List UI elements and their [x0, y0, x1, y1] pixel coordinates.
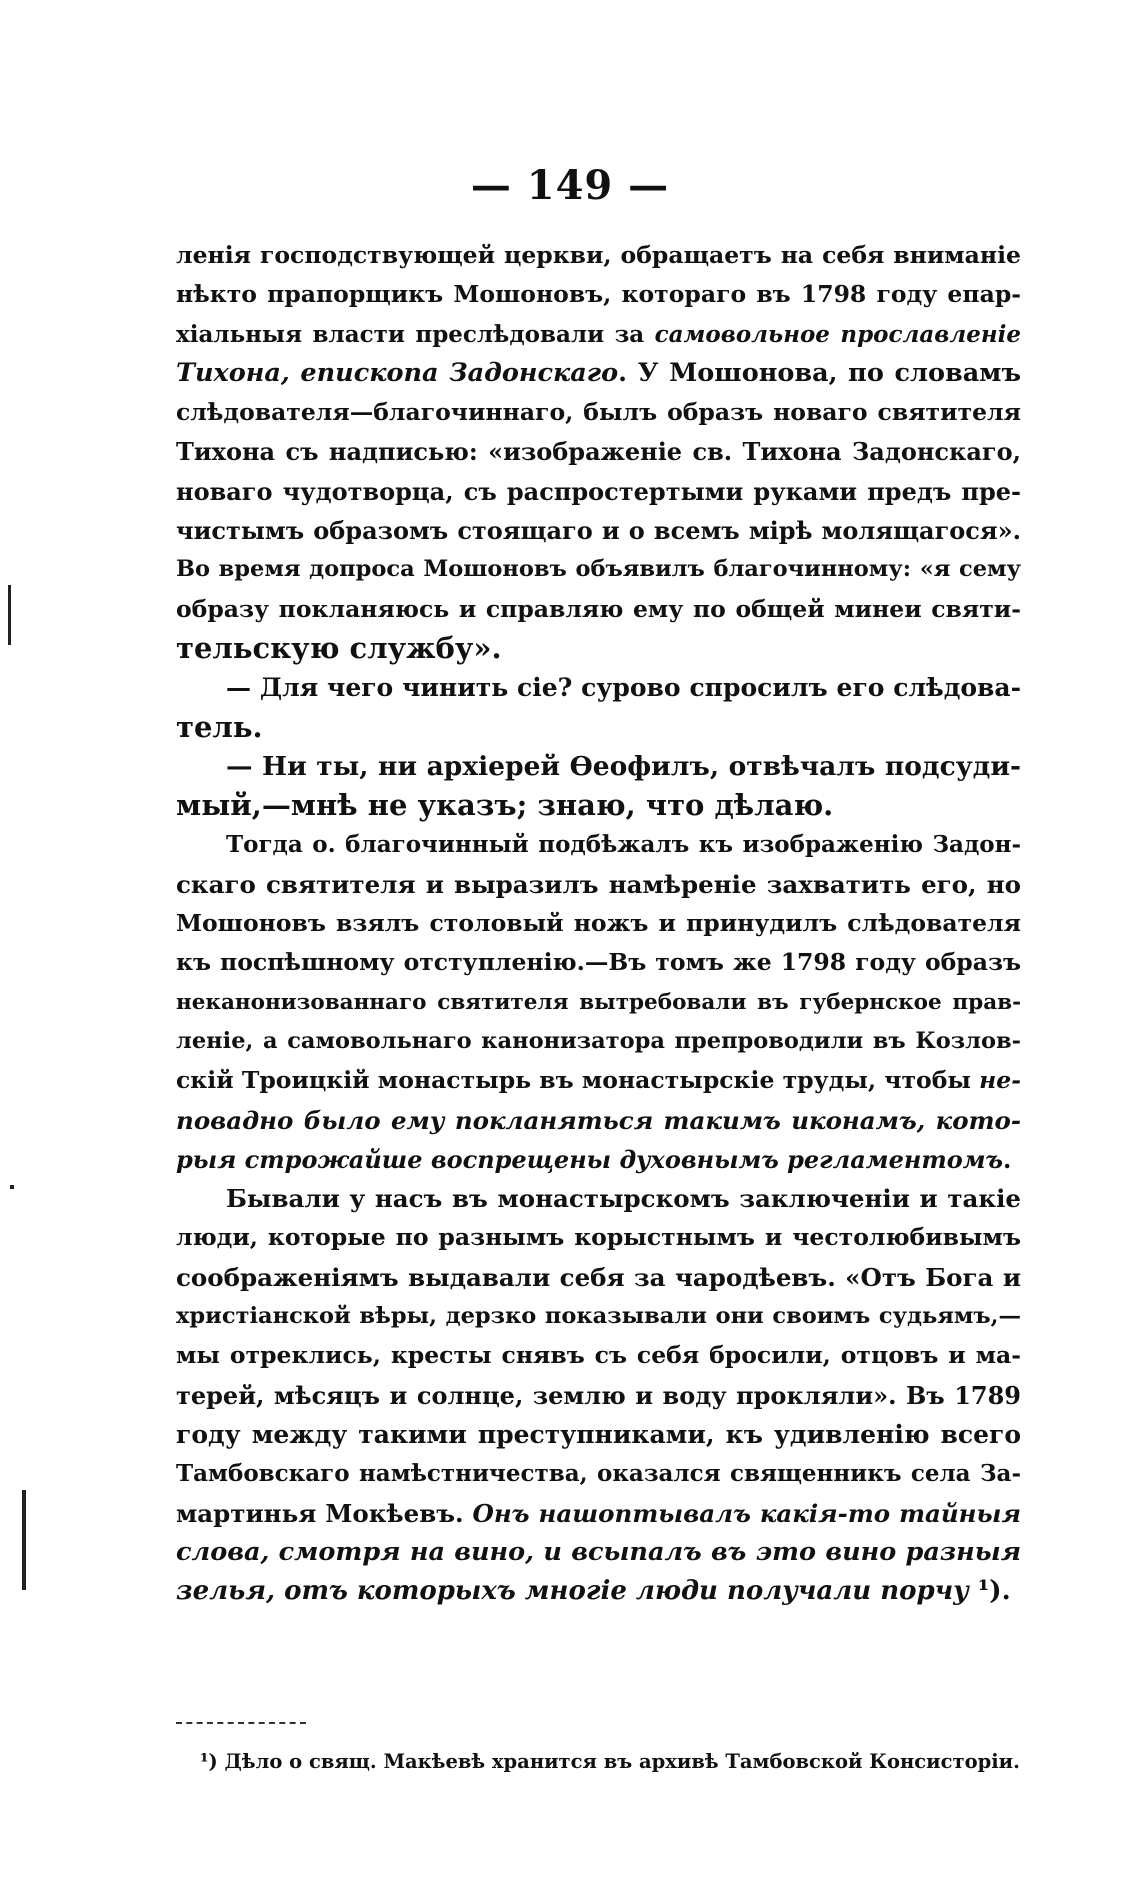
text-span: люди, которые по разнымъ корыстнымъ и честолюбивымъ — [176, 1223, 1021, 1252]
text-line — [176, 825, 1021, 864]
margin-mark — [22, 1490, 26, 1590]
text-line — [176, 1572, 1021, 1611]
text-line — [176, 1218, 1021, 1257]
text-span: скій Троицкій монастырь въ монастырскіе труды, чтобы — [176, 1066, 980, 1095]
text-span: . — [1003, 1144, 1012, 1174]
text-line — [176, 1140, 1021, 1179]
text-line — [176, 865, 1021, 904]
margin-mark — [10, 1185, 14, 1189]
text-line — [176, 1022, 1021, 1061]
text-line — [176, 1297, 1021, 1336]
text-line — [176, 904, 1021, 943]
text-line — [176, 275, 1021, 314]
text-line — [176, 1494, 1021, 1533]
italic-span: не- — [979, 1066, 1021, 1095]
text-span: къ поспѣшному отступленію.—Въ томъ же 1798 году образъ — [176, 948, 1021, 977]
text-line — [176, 1454, 1021, 1493]
text-line — [176, 393, 1021, 432]
text-line — [176, 747, 1021, 786]
text-span: — Для чего чинить сіе? сурово спросилъ его слѣдова- — [226, 673, 1021, 703]
text-span: Тамбовскаго намѣстничества, оказался священникъ села За- — [176, 1460, 1021, 1488]
italic-span: Тихона, епископа Задонскаго — [176, 357, 619, 388]
text-span: слѣдователя—благочиннаго, былъ образъ новаго святителя — [176, 398, 1021, 427]
text-line — [176, 472, 1021, 511]
text-line — [176, 1336, 1021, 1375]
text-line — [176, 786, 1021, 825]
text-span: чистымъ образомъ стоящаго и о всемъ мірѣ молящагося». — [176, 516, 1021, 546]
text-line — [176, 1179, 1021, 1218]
text-span: новаго чудотворца, съ распростертыми руками предъ пре- — [176, 476, 1021, 506]
text-line — [176, 1376, 1021, 1415]
page-number: — 149 — — [470, 162, 670, 209]
text-line — [176, 629, 1021, 668]
text-span: Тихона съ надписью: «изображеніе св. Тихона Задонскаго, — [176, 437, 1021, 467]
text-line — [176, 1258, 1021, 1297]
italic-span: самовольное прославленіе — [654, 320, 1021, 348]
text-span: образу покланяюсь и справляю ему по общей минеи святи- — [176, 594, 1021, 623]
text-span: ¹). — [968, 1576, 1011, 1607]
text-line — [176, 943, 1021, 982]
text-line — [176, 708, 1021, 747]
text-span: Бывали у насъ въ монастырскомъ заключеніи и такіе — [226, 1184, 1021, 1214]
text-line — [176, 432, 1021, 471]
text-line — [176, 1415, 1021, 1454]
text-span: мый,—мнѣ не указъ; знаю, что дѣлаю. — [176, 788, 834, 823]
body-text — [176, 236, 1021, 1611]
text-line — [176, 315, 1021, 354]
italic-span: рыя строжайше воспрещены духовнымъ регламентомъ — [176, 1144, 1004, 1174]
text-line — [176, 550, 1021, 589]
text-span: мартинья Мокѣевъ. — [176, 1498, 473, 1528]
text-span: тель. — [176, 709, 263, 744]
text-line — [176, 354, 1021, 393]
text-line — [176, 511, 1021, 550]
italic-span: повадно было ему покланяться такимъ иконамъ, кото- — [176, 1105, 1021, 1135]
text-line — [176, 590, 1021, 629]
text-line — [176, 1101, 1021, 1140]
text-span: соображеніямъ выдавали себя за чародѣевъ. «Отъ Бога и — [176, 1262, 1021, 1292]
text-line — [176, 983, 1021, 1022]
text-line — [176, 668, 1021, 707]
text-span: мы отреклись, кресты снявъ съ себя бросили, отцовъ и ма- — [176, 1341, 1021, 1370]
text-span: Мошоновъ взялъ столовый ножъ и принудилъ слѣдователя — [176, 909, 1021, 938]
text-line — [176, 1533, 1021, 1572]
footnote: ¹) Дѣло о свящ. Макѣевѣ хранится въ архивѣ Тамбовской Консисторіи. — [200, 1750, 1020, 1773]
italic-span: зелья, отъ которыхъ многіе люди получали порчу — [176, 1576, 969, 1607]
text-span: тельскую службу». — [176, 630, 502, 665]
text-span: терей, мѣсяцъ и солнце, землю и воду прокляли». Въ 1789 — [176, 1380, 1021, 1410]
italic-span: Онъ нашоптывалъ какія-то тайныя — [472, 1498, 1021, 1528]
italic-span: слова, смотря на вино, и всыпалъ въ это вино разныя — [176, 1536, 1021, 1567]
text-span: хіальныя власти преслѣдовали за — [176, 320, 655, 348]
text-span: Во время допроса Мошоновъ объявилъ благочинному: «я сему — [176, 556, 1021, 583]
text-line — [176, 1061, 1021, 1100]
text-span: нѣкто прапорщикъ Мошоновъ, котораго въ 1798 году епар- — [176, 280, 1021, 309]
text-span: неканонизованнаго святителя вытребовали въ губернское прав- — [176, 989, 1021, 1015]
margin-mark — [8, 585, 11, 645]
text-span: Тогда о. благочинный подбѣжалъ къ изображенію Задон- — [226, 831, 1021, 859]
text-span: ленія господствующей церкви, обращаетъ на себя вниманіе — [176, 241, 1021, 269]
footnote-divider — [176, 1722, 306, 1724]
text-span: — Ни ты, ни архіерей Ѳеофилъ, отвѣчалъ подсуди- — [226, 750, 1021, 782]
text-span: скаго святителя и выразилъ намѣреніе захватить его, но — [176, 869, 1021, 899]
text-span: леніе, а самовольнаго канонизатора препроводили въ Козлов- — [176, 1027, 1021, 1054]
text-line — [176, 236, 1021, 275]
text-span: году между такими преступниками, къ удивленію всего — [176, 1419, 1021, 1449]
text-span: христіанской вѣры, дерзко показывали они своимъ судьямъ,— — [176, 1303, 1021, 1330]
text-span: . У Мошонова, по словамъ — [618, 357, 1021, 388]
